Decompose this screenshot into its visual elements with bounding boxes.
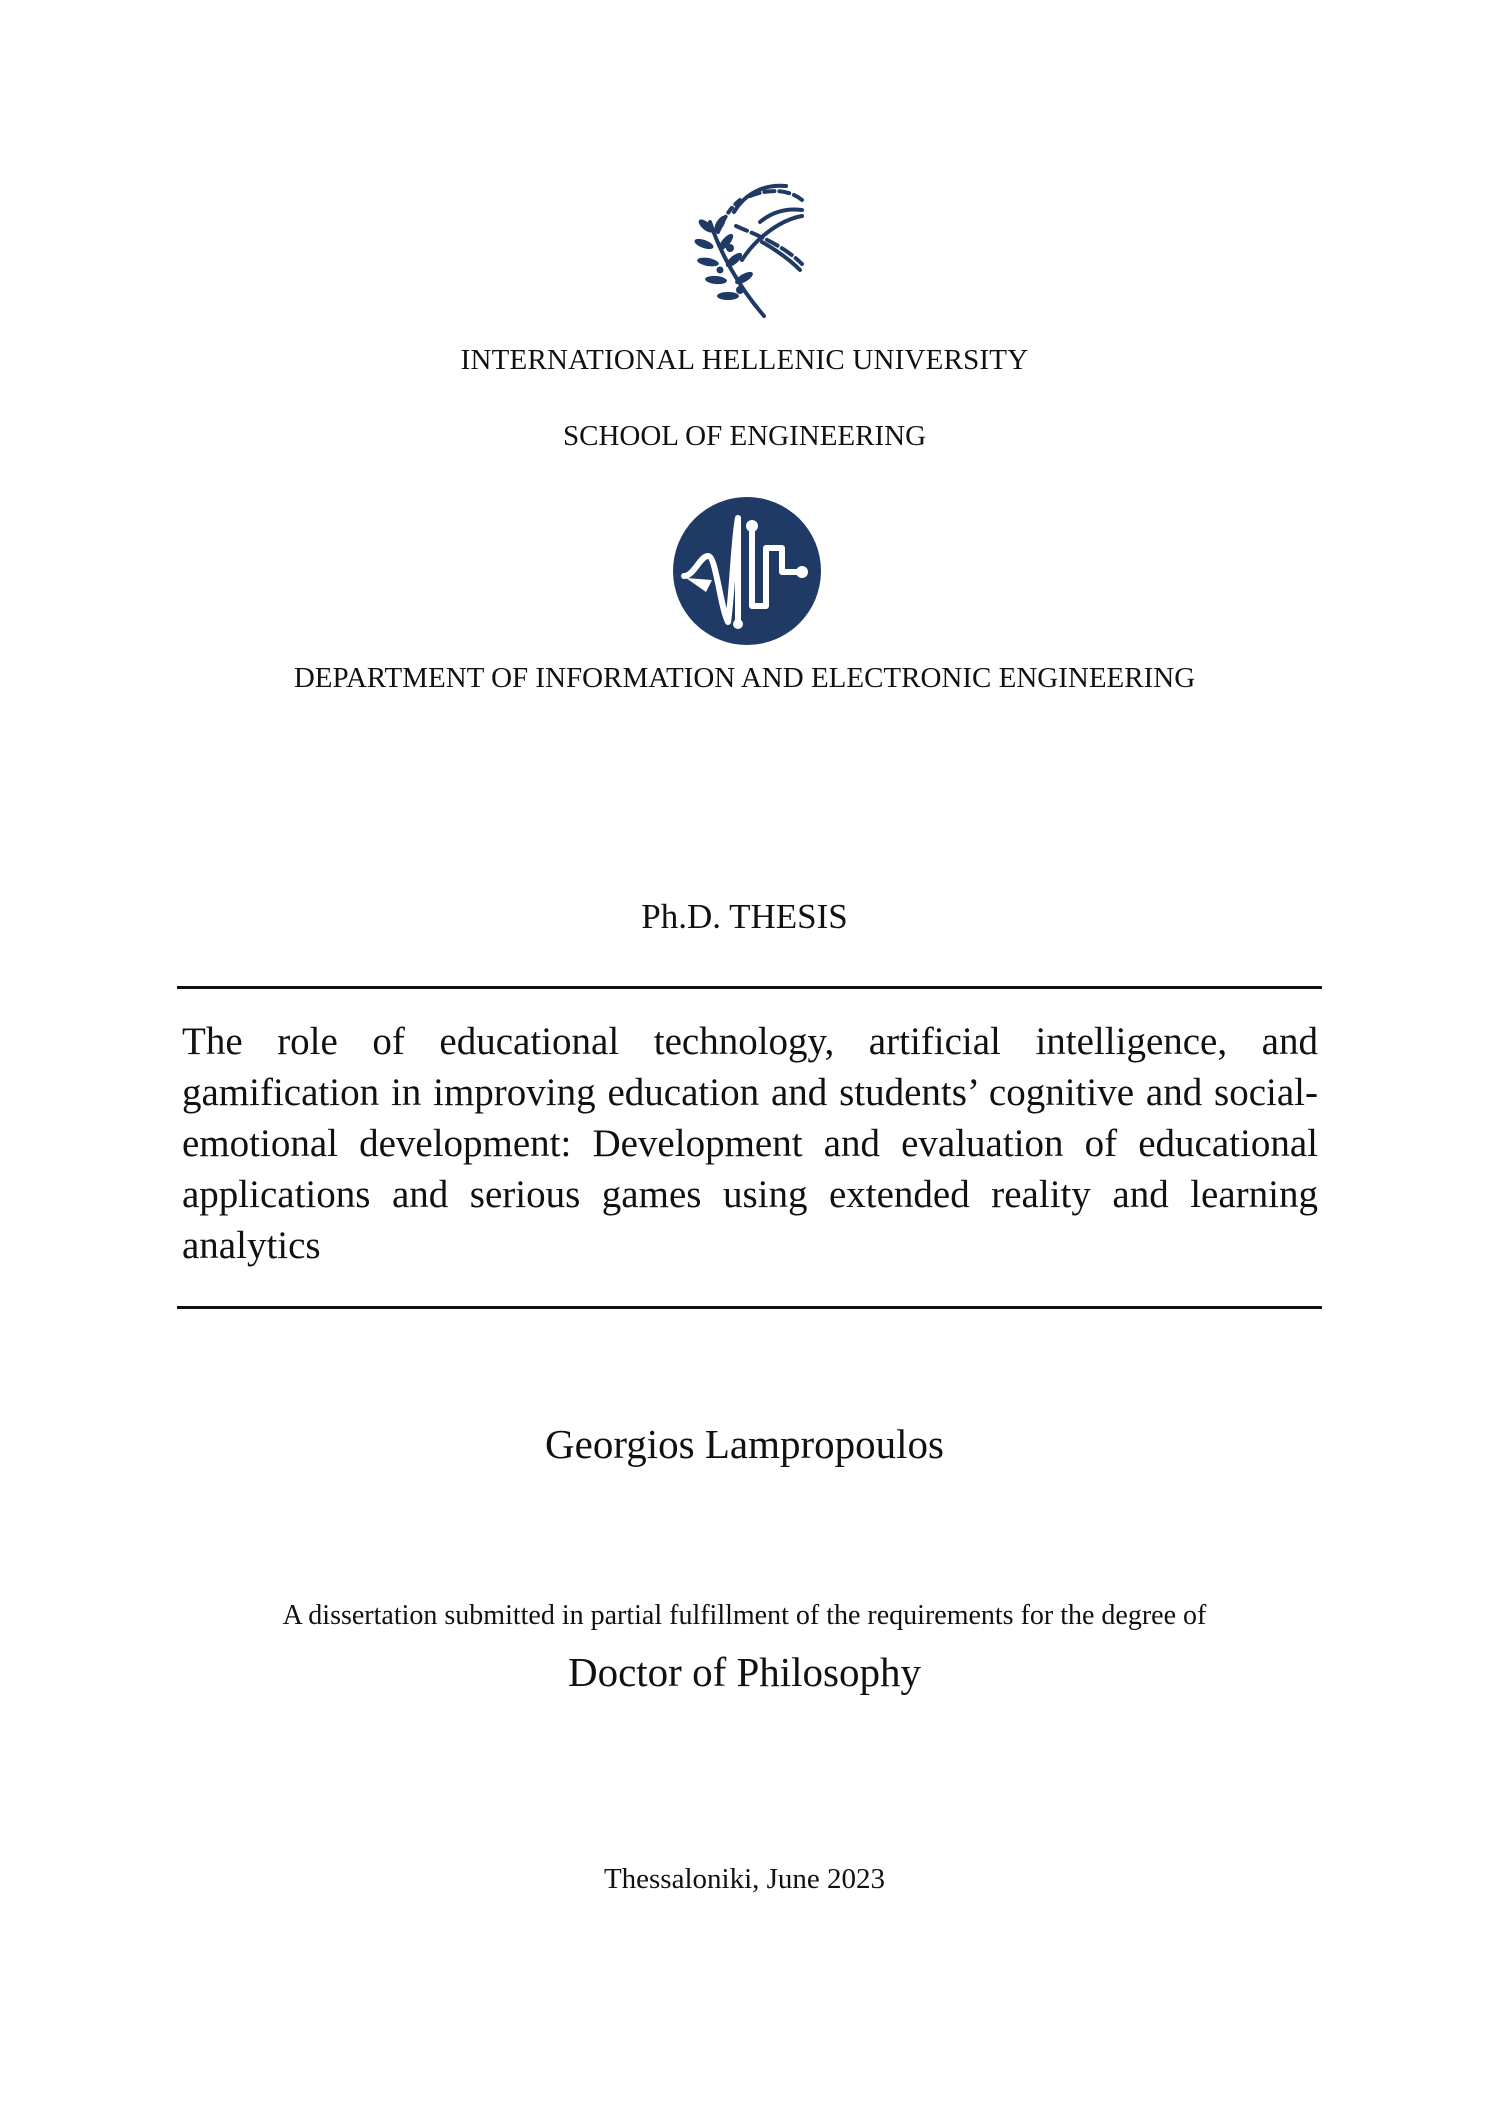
thesis-type: Ph.D. THESIS <box>641 897 848 936</box>
dissertation-note: A dissertation submitted in partial fulfillment of the requirements for the degree of <box>282 1600 1207 1631</box>
university-name: INTERNATIONAL HELLENIC UNIVERSITY <box>460 344 1029 376</box>
bottom-divider <box>177 1306 1322 1309</box>
department-name: DEPARTMENT OF INFORMATION AND ELECTRONIC ENGINEERING <box>293 662 1196 694</box>
degree-name: Doctor of Philosophy <box>567 1649 922 1695</box>
top-divider <box>177 986 1322 989</box>
school-name: SCHOOL OF ENGINEERING <box>562 420 927 452</box>
waveform-circuit-icon <box>672 496 822 646</box>
olive-branch-globe-icon <box>690 182 810 320</box>
location-date: Thessaloniki, June 2023 <box>603 1863 886 1895</box>
thesis-title: The role of educational technology, artificial intelligence, and gamification in improving education and students’ cognitive and social-emotional development: Development and evaluation of educational applications and serious games using extended reality and learning analytics <box>182 1020 1318 1267</box>
author-name: Georgios Lampropoulos <box>545 1421 944 1467</box>
